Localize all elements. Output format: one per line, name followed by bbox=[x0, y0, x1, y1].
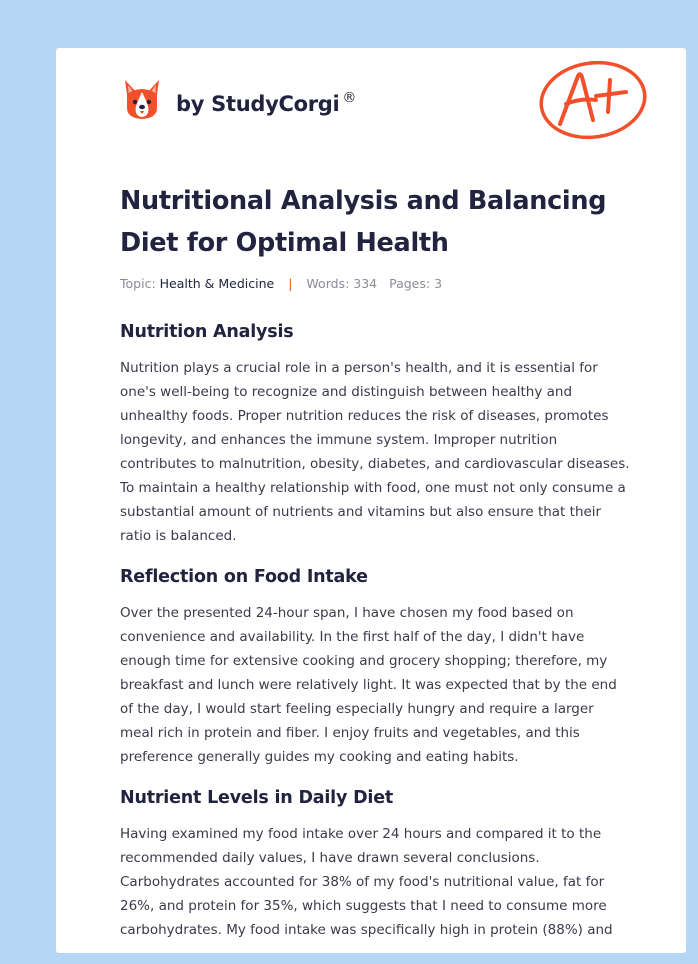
words-value: 334 bbox=[353, 276, 378, 291]
document-page bbox=[56, 48, 686, 953]
article-meta bbox=[120, 275, 630, 293]
corgi-icon bbox=[122, 76, 162, 122]
section-heading: Nutrient Levels in Daily Diet bbox=[120, 788, 394, 808]
topic-link[interactable]: Health & Medicine bbox=[159, 276, 275, 291]
studycorgi-logo[interactable] bbox=[122, 76, 356, 122]
topic-label: Topic: bbox=[120, 276, 156, 291]
words-label: Words: bbox=[306, 276, 350, 291]
section-paragraph: Nutrition plays a crucial role in a person's health, and it is essential for one's well-being to recognize and distinguish between healthy and unhealthy foods. Proper nutrition reduces the risk of diseases, promotes longevity, and enhances the immune system. Improper nutrition contributes to malnutrition, obesity, diabetes, and cardiovascular diseases. To maintain a healthy relationship with food, one must not only consume a substantial amount of nutrients and vitamins but also ensure that their ratio is balanced. bbox=[120, 360, 630, 544]
section-paragraph: Having examined my food intake over 24 hours and compared it to the recommended daily values, I have drawn several conclusions. Carbohydrates accounted for 38% of my food's nutritional value, fat for 26%, and protein for 35%, which suggests that I need to consume more carbohydrates. My food intake was specifically high in protein (88%) and bbox=[120, 826, 613, 938]
section-paragraph: Over the presented 24-hour span, I have chosen my food based on convenience and availability. In the first half of the day, I didn't have enough time for extensive cooking and grocery shopping; therefore, my breakfast and lunch were relatively light. It was expected that by the end of the day, I would start feeling especially hungry and require a larger meal rich in protein and fiber. I enjoy fruits and vegetables, and this preference generally guides my cooking and eating habits. bbox=[120, 605, 617, 765]
section-heading: Reflection on Food Intake bbox=[120, 567, 368, 587]
page-title: Nutritional Analysis and Balancing Diet for Optimal Health bbox=[120, 186, 607, 258]
pages-value: 3 bbox=[434, 276, 443, 291]
article bbox=[120, 180, 630, 942]
pages-label: Pages: bbox=[389, 276, 431, 291]
section-heading: Nutrition Analysis bbox=[120, 322, 294, 342]
brand-name: by StudyCorgi ® bbox=[176, 90, 357, 116]
a-plus-grade-icon bbox=[538, 58, 650, 142]
meta-separator: | bbox=[288, 276, 293, 291]
